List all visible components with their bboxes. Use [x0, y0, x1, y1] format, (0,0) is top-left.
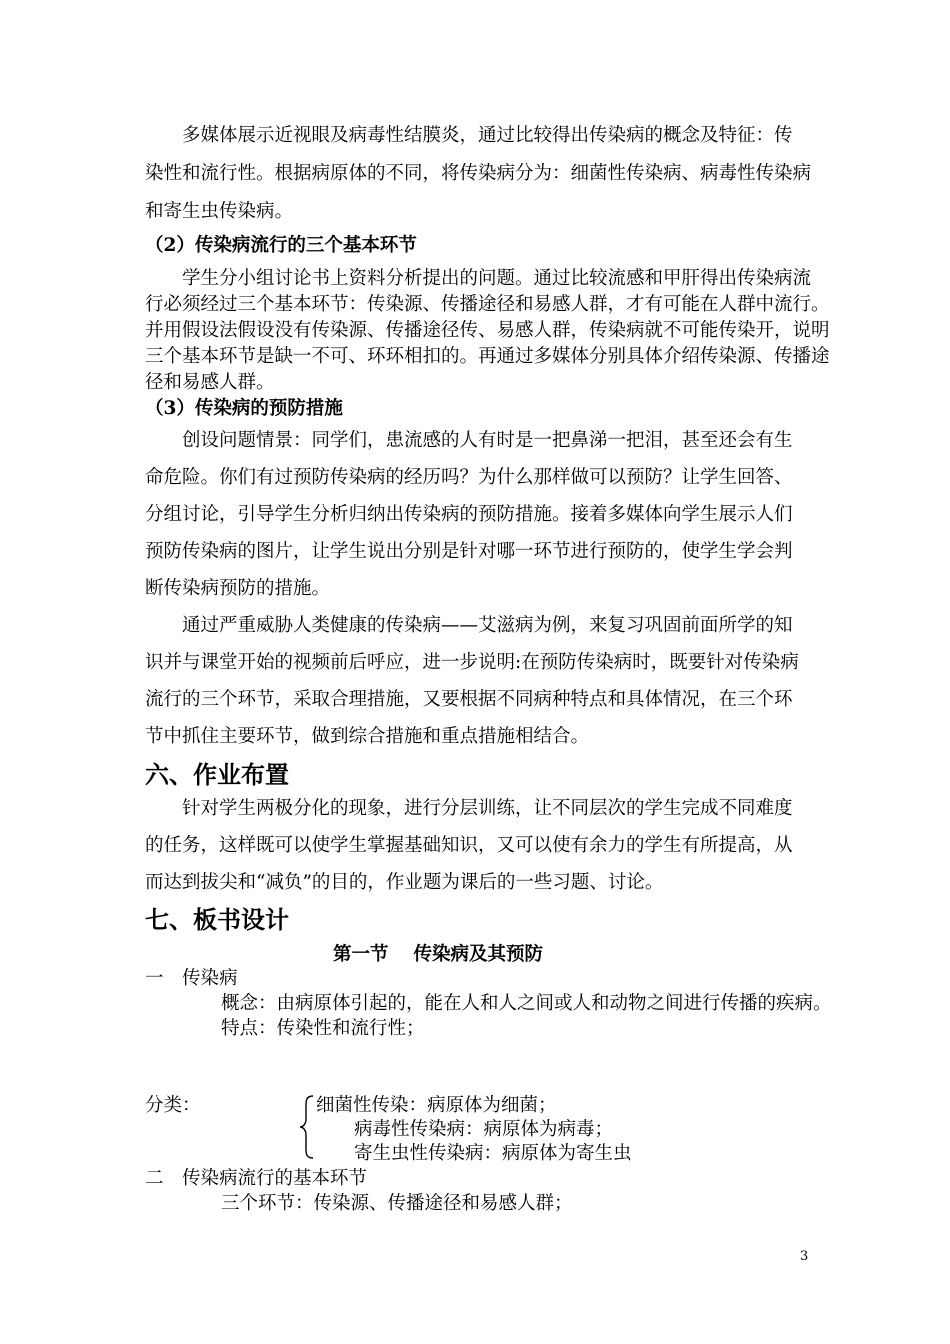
- para4-line2: 识并与课堂开始的视频前后呼应，进一步说明:在预防传染病时，既要针对传染病: [145, 652, 799, 673]
- para2-line3: 并用假设法假设没有传染源、传播途径传、易感人群，传染病就不可能传染开，说明: [145, 320, 830, 341]
- para3-line4: 预防传染病的图片，让学生说出分别是针对哪一环节进行预防的，使学生学会判: [145, 541, 793, 562]
- para2-line5: 径和易感人群。: [145, 372, 275, 393]
- board-title: 第一节 传染病及其预防: [333, 944, 543, 965]
- para5-line2: 的任务，这样既可以使学生掌握基础知识，又可以使有余力的学生有所提高，从: [145, 835, 793, 856]
- subheading-3: （3）传染病的预防措施: [145, 398, 343, 419]
- board-class-3: 寄生虫性传染病：病原体为寄生虫: [354, 1143, 632, 1164]
- board-class-1: 细菌性传染：病原体为细菌；: [316, 1095, 557, 1116]
- board-concept: 概念：由病原体引起的，能在人和人之间或人和动物之间进行传播的疾病。: [221, 993, 832, 1014]
- board-class-2: 病毒性传染病：病原体为病毒；: [354, 1119, 614, 1140]
- para4-line3: 流行的三个环节，采取合理措施，又要根据不同病种特点和具体情况，在三个环: [145, 689, 793, 710]
- para2-line4: 三个基本环节是缺一不可、环环相扣的。再通过多媒体分别具体介绍传染源、传播途: [145, 346, 830, 367]
- para5-line1: 针对学生两极分化的现象，进行分层训练，让不同层次的学生完成不同难度: [182, 798, 793, 819]
- para3-line5: 断传染病预防的措施。: [145, 578, 331, 599]
- para3-line3: 分组讨论，引导学生分析归纳出传染病的预防措施。接着多媒体向学生展示人们: [145, 504, 793, 525]
- section-heading-6: 六、作业布置: [145, 760, 289, 789]
- section-heading-7: 七、板书设计: [145, 905, 289, 934]
- board-feature: 特点：传染性和流行性；: [221, 1018, 425, 1039]
- board-links: 三个环节：传染源、传播途径和易感人群；: [221, 1193, 573, 1214]
- para4-line1: 通过严重威胁人类健康的传染病——艾滋病为例，来复习巩固前面所学的知: [182, 615, 793, 636]
- para1-line1: 多媒体展示近视眼及病毒性结膜炎，通过比较得出传染病的概念及特征：传: [182, 125, 793, 146]
- para3-line1: 创设问题情景：同学们，患流感的人有时是一把鼻涕一把泪，甚至还会有生: [182, 430, 793, 451]
- para2-line1: 学生分小组讨论书上资料分析提出的问题。通过比较流感和甲肝得出传染病流: [182, 268, 812, 289]
- curly-brace-icon: [298, 1094, 316, 1160]
- board-classify-label: 分类：: [145, 1095, 201, 1116]
- para4-line4: 节中抓住主要环节，做到综合措施和重点措施相结合。: [145, 726, 590, 747]
- para2-line2: 行必须经过三个基本环节：传染源、传播途径和易感人群，才有可能在人群中流行。: [145, 294, 830, 315]
- board-item-1: 一 传染病: [145, 968, 238, 989]
- para3-line2: 命危险。你们有过预防传染病的经历吗？为什么那样做可以预防？让学生回答、: [145, 467, 793, 488]
- board-item-2: 二 传染病流行的基本环节: [145, 1168, 368, 1189]
- para1-line2: 染性和流行性。根据病原体的不同，将传染病分为：细菌性传染病、病毒性传染病: [145, 163, 812, 184]
- page-number: 3: [800, 1249, 809, 1264]
- subheading-2: （2）传染病流行的三个基本环节: [145, 235, 417, 256]
- para1-line3: 和寄生虫传染病。: [145, 201, 294, 222]
- para5-line3: 而达到拔尖和“减负”的目的，作业题为课后的一些习题、讨论。: [145, 872, 664, 893]
